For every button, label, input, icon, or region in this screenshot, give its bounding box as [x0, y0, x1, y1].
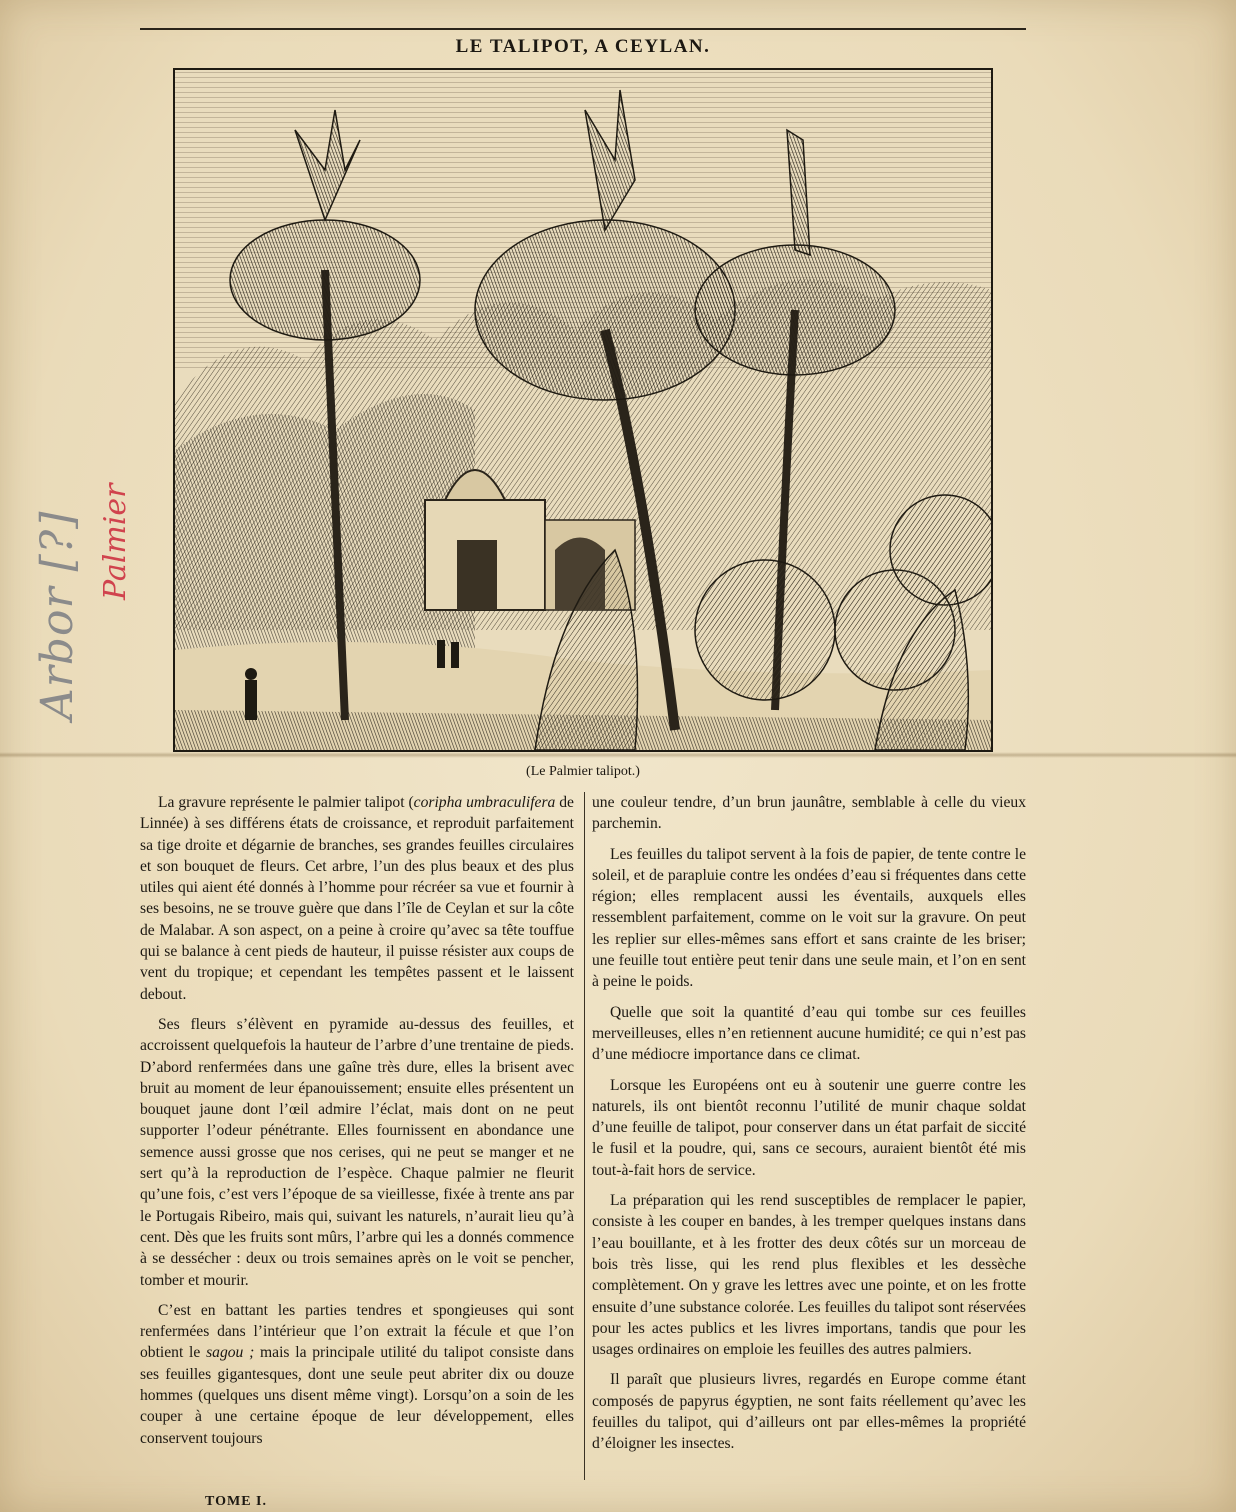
right-paragraph-2: Les feuilles du talipot servent à la fois de papier, de tente contre le soleil, et de parapluie contre les ondées d’eau si fréquentes dans cette région; elles remplacent aussi les éventails, auxquels elles ressemblent parfaitement, comme on le voit sur la gravure. On peut les replier sur elles-mêmes sans effort et sans crainte de les briser; une feuille tout entière peut tenir dans une seule main, et l’on en sent à peine le poids. [592, 845, 1026, 991]
top-rule [140, 28, 1026, 30]
red-ink-annotation: Palmier [98, 483, 133, 600]
left-paragraph-3: C’est en battant les parties tendres et spongieuses qui sont renfermées dans l’intérieur que l’on extrait la fécule et que l’on obtient le sagou ; mais la principale utilité du talipot consiste dans ses feuilles gigantesques, dont une seule peut abriter dix ou douze hommes (quelques uns disent même vingt). Lorsqu’on a soin de les couper à une certaine époque de leur développement, elles conservent toujours [140, 1301, 574, 1447]
engraving-illustration [173, 68, 993, 752]
column-divider [584, 792, 585, 1480]
right-paragraph-5: La préparation qui les rend susceptibles de remplacer le papier, consiste à les couper en bandes, à les tremper quelques instans dans l’eau bouillante, et à les frotter des deux côtés sur un morceau de bois très lisse, qui les rend plus flexibles et les dessèche complètement. On y grave les lettres avec une pointe, et on les frotte ensuite d’une substance colorée. Les feuilles du talipot sont réservées pour les actes publics et les livres importans, tandis que pour les usages ordinaires on emploie les feuilles des autres palmiers. [592, 1192, 1026, 1359]
pencil-annotation: Arbor [?] [32, 510, 83, 720]
right-paragraph-6: Il paraît que plusieurs livres, regardés en Europe comme étant composés de papyrus égyptien, ne sont faits réellement qu’avec les feuilles du talipot, qui d’ailleurs ont par elles-mêmes la propriété d’éloigner les insectes. [592, 1371, 1026, 1453]
right-paragraph-1: une couleur tendre, d’un brun jaunâtre, semblable à celle du vieux parchemin. [592, 794, 1026, 833]
left-paragraph-1: La gravure représente le palmier talipot (coripha umbraculifera de Linnée) à ses différens états de croissance, et reproduit parfaitement sa tige droite et dégarnie de branches, ses grandes feuilles circulaires et son bouquet de fleurs. Cet arbre, l’un des plus beaux et des plus utiles qui aient été donnés à l’homme pour récréer sa vue et fournir à ses besoins, ne se trouve guère que dans l’île de Ceylan et sur la côte de Malabar. A son aspect, on a peine à croire qu’avec sa tête touffue qui se balance à cent pieds de hauteur, il puisse résister aux coups de vent du tropique; et cependant les tempêtes passent et le laissent debout. [140, 794, 574, 1003]
palm-engraving-icon [175, 70, 991, 750]
right-paragraph-3: Quelle que soit la quantité d’eau qui tombe sur ces feuilles merveilleuses, elles n’en retiennent aucune humidité; ce qui n’est pas d’une médiocre importance dans ce climat. [592, 1003, 1026, 1064]
paper-fold [0, 752, 1236, 758]
left-paragraph-2: Ses fleurs s’élèvent en pyramide au-dessus des feuilles, et accroissent quelquefois la hauteur de l’arbre d’une trentaine de pieds. D’abord renfermées dans une gaîne très dure, elles la brisent avec bruit au moment de leur épanouissement; ensuite elles présentent un bouquet jaune dont l’œil admire l’éclat, mais dont on ne peut supporter l’odeur pénétrante. Elles fournissent en abondance une semence aussi grosse que nos cerises, qui ne peut se manger et ne sert qu’à la reproduction de l’espèce. Chaque palmier ne fleurit qu’une fois, c’est vers l’époque de sa vieillesse, fixée à trente ans par le Portugais Ribeiro, mais qui, suivant les naturels, n’aurait lieu qu’à cent. Dès que les fruits sont mûrs, l’arbre qui les a donnés commence à se dessécher : deux ou trois semaines après on le voit se pencher, tomber et mourir. [140, 1015, 574, 1289]
right-paragraph-4: Lorsque les Européens ont eu à soutenir une guerre contre les naturels, ils ont bientôt reconnu l’utilité de munir chaque soldat d’une feuille de talipot, pour conserver dans un état parfait de siccité le fusil et la poudre, qui, sans ce secours, auraient bientôt été mis tout-à-fait hors de service. [592, 1076, 1026, 1179]
figure-caption: (Le Palmier talipot.) [526, 764, 640, 779]
page-title: LE TALIPOT, A CEYLAN. [455, 36, 711, 57]
left-column [140, 792, 574, 1458]
volume-mark: TOME I. [205, 1494, 267, 1509]
right-column [592, 792, 1026, 1464]
